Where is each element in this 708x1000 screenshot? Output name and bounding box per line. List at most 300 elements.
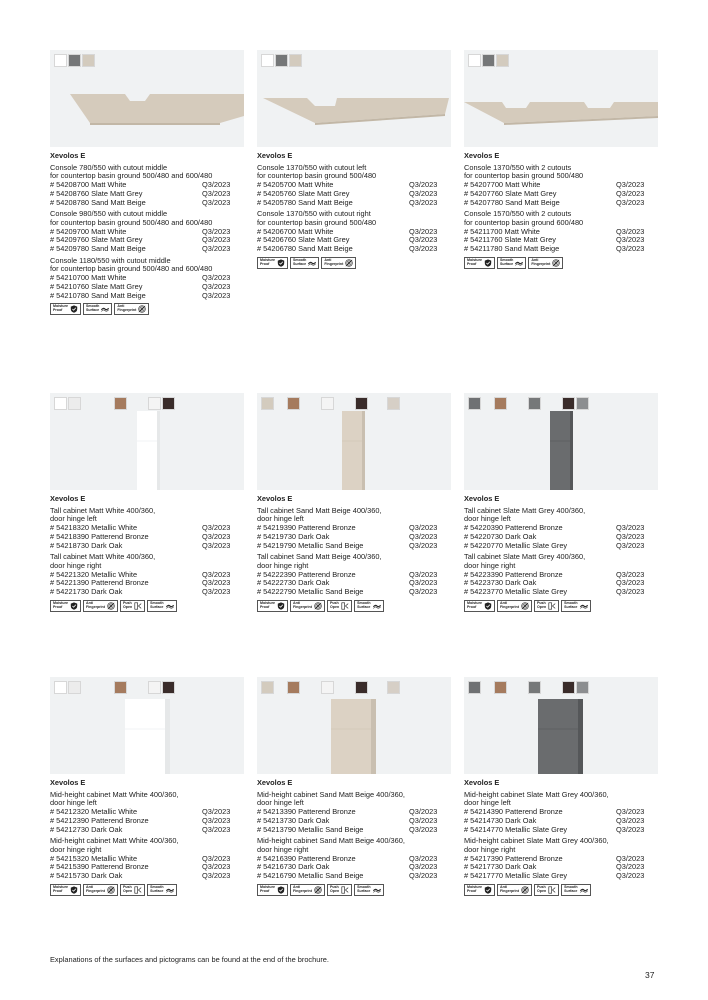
product-image bbox=[50, 393, 244, 490]
article-number: # 54205700 Matt White bbox=[257, 180, 334, 190]
availability-date: Q3/2023 bbox=[409, 226, 438, 236]
fingerprint-icon bbox=[552, 259, 560, 267]
article-number: # 54209780 Sand Matt Beige bbox=[50, 244, 146, 254]
availability-date: Q3/2023 bbox=[409, 531, 438, 541]
pictogram bbox=[497, 884, 532, 896]
availability-date: Q3/2023 bbox=[616, 824, 645, 834]
article-row bbox=[50, 245, 244, 254]
availability-date: Q3/2023 bbox=[409, 871, 438, 881]
article-number: # 54218730 Dark Oak bbox=[50, 540, 123, 550]
article-number: # 54221730 Dark Oak bbox=[50, 587, 123, 597]
article-number: # 54218320 Metallic White bbox=[50, 523, 138, 533]
availability-date: Q3/2023 bbox=[616, 569, 645, 579]
variant-group bbox=[464, 164, 658, 208]
product-card bbox=[257, 50, 451, 269]
pictogram-label: Fingerprint bbox=[531, 261, 551, 266]
pictogram-label: Open bbox=[536, 604, 547, 609]
pictogram-row bbox=[50, 884, 244, 896]
availability-date: Q3/2023 bbox=[202, 569, 231, 579]
product-card bbox=[464, 50, 658, 269]
pictogram bbox=[321, 257, 356, 269]
pictogram-label: Anti bbox=[85, 884, 93, 889]
pictogram-label: Surface bbox=[292, 261, 307, 266]
availability-date: Q3/2023 bbox=[202, 226, 231, 236]
pictogram-label: Surface bbox=[357, 888, 371, 893]
variant-description: Mid-height cabinet Sand Matt Beige 400/360, bbox=[257, 836, 405, 846]
article-number: # 54208760 Slate Matt Grey bbox=[50, 188, 143, 198]
article-row bbox=[257, 588, 451, 597]
pictogram-label: Open bbox=[122, 888, 133, 893]
pictogram-row bbox=[464, 257, 658, 269]
variant-group bbox=[464, 210, 658, 254]
smooth-surface-icon bbox=[515, 259, 523, 267]
pictogram-label: Smooth bbox=[85, 304, 100, 309]
availability-date: Q3/2023 bbox=[409, 197, 438, 207]
push-open-icon bbox=[134, 602, 142, 610]
pictogram-label: Moisture bbox=[260, 257, 275, 262]
article-row bbox=[50, 199, 244, 208]
variant-description: Console 1180/550 with cutout middle bbox=[50, 255, 171, 265]
product-image bbox=[257, 50, 451, 147]
pictogram bbox=[561, 600, 590, 612]
variant-description: Mid-height cabinet Matt White 400/360, bbox=[50, 789, 179, 799]
availability-date: Q3/2023 bbox=[616, 226, 645, 236]
pictogram-label: Proof bbox=[260, 261, 270, 266]
availability-date: Q3/2023 bbox=[616, 587, 645, 597]
product-card bbox=[257, 677, 451, 896]
variant-description: door hinge left bbox=[50, 798, 97, 808]
product-image bbox=[257, 393, 451, 490]
availability-date: Q3/2023 bbox=[202, 531, 231, 541]
smooth-surface-icon bbox=[580, 886, 588, 894]
article-row bbox=[464, 245, 658, 254]
pictogram-label: Fingerprint bbox=[324, 261, 344, 266]
article-row bbox=[50, 292, 244, 301]
pictogram bbox=[534, 600, 559, 612]
pictogram bbox=[528, 257, 563, 269]
article-number: # 54205760 Slate Matt Grey bbox=[257, 188, 350, 198]
article-number: # 54216730 Dark Oak bbox=[257, 862, 330, 872]
availability-date: Q3/2023 bbox=[202, 197, 231, 207]
push-open-icon bbox=[548, 886, 556, 894]
variant-group bbox=[50, 553, 244, 597]
article-number: # 54206700 Matt White bbox=[257, 226, 334, 236]
pictogram-label: Push bbox=[536, 884, 546, 889]
availability-date: Q3/2023 bbox=[616, 578, 645, 588]
article-row bbox=[50, 588, 244, 597]
pictogram-label: Moisture bbox=[53, 884, 68, 889]
article-number: # 54217730 Dark Oak bbox=[464, 862, 537, 872]
pictogram bbox=[290, 884, 325, 896]
article-number: # 54214730 Dark Oak bbox=[464, 815, 537, 825]
article-number: # 54219790 Metallic Sand Beige bbox=[257, 540, 364, 550]
article-row bbox=[464, 588, 658, 597]
variant-description: Console 1370/550 with cutout right bbox=[257, 209, 371, 219]
article-number: # 54213790 Metallic Sand Beige bbox=[257, 824, 364, 834]
variant-description: Console 980/550 with cutout middle bbox=[50, 209, 168, 219]
availability-date: Q3/2023 bbox=[409, 853, 438, 863]
pictogram-label: Anti bbox=[292, 600, 300, 605]
variant-description: Tall cabinet Matt White 400/360, bbox=[50, 505, 156, 515]
pictogram-label: Push bbox=[122, 884, 132, 889]
pictogram-label: Moisture bbox=[467, 884, 482, 889]
availability-date: Q3/2023 bbox=[616, 853, 645, 863]
shield-icon bbox=[70, 305, 78, 313]
push-open-icon bbox=[548, 602, 556, 610]
availability-date: Q3/2023 bbox=[409, 188, 438, 198]
pictogram bbox=[50, 600, 81, 612]
pictogram-label: Smooth bbox=[150, 884, 164, 889]
pictogram-label: Open bbox=[329, 604, 340, 609]
availability-date: Q3/2023 bbox=[616, 862, 645, 872]
pictogram bbox=[464, 257, 495, 269]
availability-date: Q3/2023 bbox=[409, 862, 438, 872]
article-row bbox=[257, 542, 451, 551]
article-number: # 54209760 Slate Matt Grey bbox=[50, 235, 143, 245]
pictogram-label: Smooth bbox=[499, 257, 514, 262]
product-image bbox=[464, 50, 658, 147]
availability-date: Q3/2023 bbox=[409, 523, 438, 533]
article-number: # 54211700 Matt White bbox=[464, 226, 540, 236]
pictogram-label: Smooth bbox=[150, 600, 164, 605]
product-card bbox=[50, 677, 244, 896]
article-number: # 54206780 Sand Matt Beige bbox=[257, 244, 353, 254]
availability-date: Q3/2023 bbox=[202, 523, 231, 533]
article-row bbox=[464, 826, 658, 835]
pictogram bbox=[147, 884, 176, 896]
article-number: # 54223770 Metallic Slate Grey bbox=[464, 587, 568, 597]
availability-date: Q3/2023 bbox=[409, 815, 438, 825]
pictogram-label: Moisture bbox=[53, 600, 68, 605]
variant-group bbox=[464, 507, 658, 551]
pictogram-label: Surface bbox=[150, 888, 164, 893]
shield-icon bbox=[484, 602, 492, 610]
variant-description: Tall cabinet Sand Matt Beige 400/360, bbox=[257, 552, 382, 562]
article-number: # 54214390 Patterend Bronze bbox=[464, 807, 563, 817]
shield-icon bbox=[70, 886, 78, 894]
product-card bbox=[50, 393, 244, 612]
article-number: # 54208700 Matt White bbox=[50, 180, 127, 190]
variant-description: for countertop basin ground 500/480 bbox=[464, 171, 584, 181]
pictogram-row bbox=[50, 600, 244, 612]
product-series-title: Xevolos E bbox=[257, 494, 293, 503]
pictogram-label: Smooth bbox=[357, 600, 371, 605]
variant-description: door hinge right bbox=[50, 844, 102, 854]
smooth-surface-icon bbox=[166, 602, 174, 610]
product-card bbox=[464, 393, 658, 612]
fingerprint-icon bbox=[107, 602, 115, 610]
variant-description: door hinge left bbox=[464, 798, 511, 808]
availability-date: Q3/2023 bbox=[202, 281, 231, 291]
pictogram bbox=[464, 600, 495, 612]
article-number: # 54213390 Patterend Bronze bbox=[257, 807, 356, 817]
product-series-title: Xevolos E bbox=[464, 151, 500, 160]
variant-group bbox=[50, 791, 244, 835]
product-image bbox=[464, 677, 658, 774]
variant-description: door hinge right bbox=[257, 844, 309, 854]
availability-date: Q3/2023 bbox=[202, 587, 231, 597]
product-image bbox=[50, 677, 244, 774]
variant-group bbox=[464, 791, 658, 835]
availability-date: Q3/2023 bbox=[202, 815, 231, 825]
variant-description: Console 1570/550 with 2 cutouts bbox=[464, 209, 572, 219]
pictogram-label: Push bbox=[329, 884, 339, 889]
availability-date: Q3/2023 bbox=[616, 540, 645, 550]
variant-description: for countertop basin ground 500/480 and 600/480 bbox=[50, 217, 213, 227]
availability-date: Q3/2023 bbox=[616, 235, 645, 245]
variant-group bbox=[464, 553, 658, 597]
product-image bbox=[257, 677, 451, 774]
article-number: # 54221390 Patterend Bronze bbox=[50, 578, 149, 588]
availability-date: Q3/2023 bbox=[616, 523, 645, 533]
availability-date: Q3/2023 bbox=[616, 244, 645, 254]
article-number: # 54212730 Dark Oak bbox=[50, 824, 123, 834]
pictogram-row bbox=[257, 600, 451, 612]
product-series-title: Xevolos E bbox=[50, 494, 86, 503]
article-number: # 54222790 Metallic Sand Beige bbox=[257, 587, 364, 597]
pictogram-label: Anti bbox=[117, 304, 125, 309]
availability-date: Q3/2023 bbox=[202, 824, 231, 834]
article-number: # 54220730 Dark Oak bbox=[464, 531, 537, 541]
pictogram bbox=[534, 884, 559, 896]
smooth-surface-icon bbox=[101, 305, 109, 313]
article-row bbox=[50, 542, 244, 551]
shield-icon bbox=[277, 259, 285, 267]
variant-description: for countertop basin ground 500/480 and 600/480 bbox=[50, 171, 213, 181]
pictogram bbox=[120, 600, 145, 612]
pictogram bbox=[561, 884, 590, 896]
variant-group bbox=[257, 791, 451, 835]
article-number: # 54220390 Patterend Bronze bbox=[464, 523, 563, 533]
pictogram-label: Fingerprint bbox=[85, 888, 105, 893]
article-number: # 54220770 Metallic Slate Grey bbox=[464, 540, 568, 550]
product-image bbox=[50, 50, 244, 147]
article-row bbox=[257, 872, 451, 881]
article-number: # 54216390 Patterend Bronze bbox=[257, 853, 356, 863]
pictogram bbox=[147, 600, 176, 612]
variant-description: door hinge left bbox=[464, 514, 511, 524]
variant-description: for countertop basin ground 500/480 bbox=[257, 171, 377, 181]
pictogram-label: Open bbox=[536, 888, 547, 893]
article-number: # 54207760 Slate Matt Grey bbox=[464, 188, 557, 198]
variant-description: Console 780/550 with cutout middle bbox=[50, 162, 168, 172]
variant-description: door hinge right bbox=[464, 844, 516, 854]
product-series-title: Xevolos E bbox=[464, 778, 500, 787]
pictogram-label: Open bbox=[122, 604, 133, 609]
availability-date: Q3/2023 bbox=[202, 235, 231, 245]
pictogram bbox=[464, 884, 495, 896]
variant-description: Console 1370/550 with cutout left bbox=[257, 162, 367, 172]
variant-description: for countertop basin ground 600/480 bbox=[464, 217, 584, 227]
availability-date: Q3/2023 bbox=[616, 815, 645, 825]
availability-date: Q3/2023 bbox=[202, 862, 231, 872]
availability-date: Q3/2023 bbox=[202, 180, 231, 190]
variant-group bbox=[464, 837, 658, 881]
pictogram-label: Anti bbox=[292, 884, 300, 889]
pictogram-row bbox=[50, 303, 244, 315]
variant-description: Mid-height cabinet Slate Matt Grey 400/360, bbox=[464, 836, 609, 846]
product-series-title: Xevolos E bbox=[257, 151, 293, 160]
article-number: # 54215390 Patterend Bronze bbox=[50, 862, 149, 872]
variant-description: Tall cabinet Sand Matt Beige 400/360, bbox=[257, 505, 382, 515]
article-number: # 54212320 Metallic White bbox=[50, 807, 138, 817]
article-number: # 54223390 Patterend Bronze bbox=[464, 569, 563, 579]
fingerprint-icon bbox=[138, 305, 146, 313]
availability-date: Q3/2023 bbox=[409, 540, 438, 550]
variant-group bbox=[50, 837, 244, 881]
article-number: # 54210780 Sand Matt Beige bbox=[50, 290, 146, 300]
variant-description: Mid-height cabinet Sand Matt Beige 400/360, bbox=[257, 789, 405, 799]
article-row bbox=[257, 245, 451, 254]
article-number: # 54212390 Patterend Bronze bbox=[50, 815, 149, 825]
availability-date: Q3/2023 bbox=[409, 244, 438, 254]
pictogram-label: Proof bbox=[53, 888, 63, 893]
variant-description: door hinge right bbox=[257, 560, 309, 570]
smooth-surface-icon bbox=[580, 602, 588, 610]
pictogram-label: Proof bbox=[467, 888, 477, 893]
pictogram-label: Push bbox=[536, 600, 546, 605]
variant-group bbox=[50, 164, 244, 208]
fingerprint-icon bbox=[314, 886, 322, 894]
shield-icon bbox=[70, 602, 78, 610]
footer-note: Explanations of the surfaces and pictograms can be found at the end of the brochure. bbox=[50, 955, 329, 964]
variant-description: door hinge right bbox=[50, 560, 102, 570]
article-row bbox=[464, 872, 658, 881]
fingerprint-icon bbox=[521, 886, 529, 894]
variant-group bbox=[257, 837, 451, 881]
pictogram-label: Proof bbox=[53, 308, 63, 313]
article-number: # 54210760 Slate Matt Grey bbox=[50, 281, 143, 291]
availability-date: Q3/2023 bbox=[202, 273, 231, 283]
pictogram bbox=[497, 257, 526, 269]
article-number: # 54219730 Dark Oak bbox=[257, 531, 330, 541]
availability-date: Q3/2023 bbox=[616, 807, 645, 817]
pictogram-label: Smooth bbox=[564, 600, 578, 605]
pictogram-label: Proof bbox=[467, 261, 477, 266]
availability-date: Q3/2023 bbox=[616, 188, 645, 198]
pictogram-label: Open bbox=[329, 888, 340, 893]
pictogram-label: Surface bbox=[85, 308, 100, 313]
pictogram-row bbox=[464, 884, 658, 896]
variant-group bbox=[257, 210, 451, 254]
pictogram-label: Anti bbox=[531, 257, 539, 262]
pictogram-label: Fingerprint bbox=[292, 888, 312, 893]
article-row bbox=[50, 872, 244, 881]
pictogram bbox=[257, 884, 288, 896]
pictogram-label: Moisture bbox=[467, 257, 482, 262]
variant-group bbox=[50, 507, 244, 551]
pictogram-label: Proof bbox=[53, 604, 63, 609]
availability-date: Q3/2023 bbox=[409, 180, 438, 190]
availability-date: Q3/2023 bbox=[409, 578, 438, 588]
pictogram-label: Fingerprint bbox=[117, 308, 137, 313]
product-series-title: Xevolos E bbox=[50, 151, 86, 160]
pictogram-label: Moisture bbox=[53, 304, 68, 309]
article-number: # 54222390 Patterend Bronze bbox=[257, 569, 356, 579]
pictogram-label: Surface bbox=[499, 261, 514, 266]
pictogram bbox=[354, 884, 383, 896]
article-number: # 54223730 Dark Oak bbox=[464, 578, 537, 588]
product-series-title: Xevolos E bbox=[50, 778, 86, 787]
pictogram-label: Surface bbox=[564, 604, 578, 609]
pictogram-label: Fingerprint bbox=[499, 604, 519, 609]
article-number: # 54208780 Sand Matt Beige bbox=[50, 197, 146, 207]
variant-description: door hinge left bbox=[50, 514, 97, 524]
article-number: # 54211760 Slate Matt Grey bbox=[464, 235, 556, 245]
shield-icon bbox=[277, 886, 285, 894]
pictogram-label: Anti bbox=[499, 884, 507, 889]
smooth-surface-icon bbox=[373, 602, 381, 610]
pictogram-row bbox=[257, 884, 451, 896]
pictogram-row bbox=[464, 600, 658, 612]
pictogram-label: Smooth bbox=[292, 257, 307, 262]
availability-date: Q3/2023 bbox=[202, 853, 231, 863]
push-open-icon bbox=[341, 602, 349, 610]
pictogram-label: Smooth bbox=[357, 884, 371, 889]
article-row bbox=[257, 826, 451, 835]
pictogram bbox=[290, 257, 319, 269]
availability-date: Q3/2023 bbox=[202, 290, 231, 300]
product-card bbox=[50, 50, 244, 315]
availability-date: Q3/2023 bbox=[409, 824, 438, 834]
availability-date: Q3/2023 bbox=[202, 244, 231, 254]
availability-date: Q3/2023 bbox=[616, 871, 645, 881]
pictogram-label: Fingerprint bbox=[85, 604, 105, 609]
smooth-surface-icon bbox=[373, 886, 381, 894]
pictogram-label: Proof bbox=[467, 604, 477, 609]
article-number: # 54217390 Patterend Bronze bbox=[464, 853, 563, 863]
product-card bbox=[464, 677, 658, 896]
pictogram-label: Anti bbox=[85, 600, 93, 605]
pictogram-label: Surface bbox=[564, 888, 578, 893]
variant-description: door hinge left bbox=[257, 514, 304, 524]
fingerprint-icon bbox=[314, 602, 322, 610]
pictogram-label: Surface bbox=[357, 604, 371, 609]
availability-date: Q3/2023 bbox=[202, 188, 231, 198]
article-number: # 54216790 Metallic Sand Beige bbox=[257, 871, 364, 881]
pictogram bbox=[497, 600, 532, 612]
shield-icon bbox=[277, 602, 285, 610]
availability-date: Q3/2023 bbox=[202, 578, 231, 588]
pictogram bbox=[327, 884, 352, 896]
pictogram bbox=[83, 303, 112, 315]
fingerprint-icon bbox=[521, 602, 529, 610]
availability-date: Q3/2023 bbox=[616, 180, 645, 190]
pictogram-label: Proof bbox=[260, 604, 270, 609]
fingerprint-icon bbox=[107, 886, 115, 894]
shield-icon bbox=[484, 886, 492, 894]
product-series-title: Xevolos E bbox=[464, 494, 500, 503]
pictogram-label: Fingerprint bbox=[292, 604, 312, 609]
availability-date: Q3/2023 bbox=[616, 531, 645, 541]
pictogram bbox=[83, 600, 118, 612]
availability-date: Q3/2023 bbox=[202, 540, 231, 550]
fingerprint-icon bbox=[345, 259, 353, 267]
page-number: 37 bbox=[645, 970, 655, 980]
availability-date: Q3/2023 bbox=[409, 807, 438, 817]
pictogram-label: Surface bbox=[150, 604, 164, 609]
shield-icon bbox=[484, 259, 492, 267]
pictogram-label: Anti bbox=[499, 600, 507, 605]
variant-description: Mid-height cabinet Slate Matt Grey 400/360, bbox=[464, 789, 609, 799]
pictogram-label: Moisture bbox=[260, 884, 275, 889]
variant-description: Tall cabinet Matt White 400/360, bbox=[50, 552, 156, 562]
pictogram-label: Anti bbox=[324, 257, 332, 262]
smooth-surface-icon bbox=[166, 886, 174, 894]
article-row bbox=[257, 199, 451, 208]
pictogram-label: Push bbox=[329, 600, 339, 605]
article-number: # 54221320 Metallic White bbox=[50, 569, 138, 579]
